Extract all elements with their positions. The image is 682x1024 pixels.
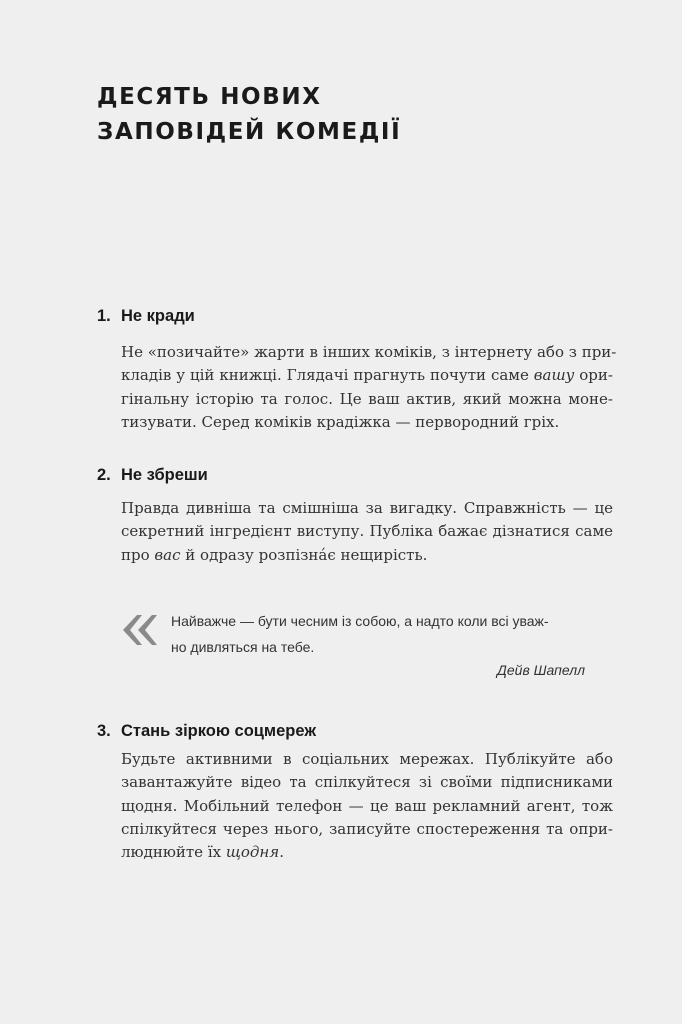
emphasis: вас	[154, 545, 181, 564]
section-number: 2.	[97, 466, 111, 484]
body-line: тизувати. Серед коміків крадіжка — первородний гріх.	[121, 412, 560, 431]
section-title: Стань зіркою соцмереж	[121, 722, 317, 740]
section-heading-1	[97, 304, 195, 328]
body-line: секретний інгредієнт виступу. Публіка бажає дізнатися саме	[121, 522, 613, 541]
body-line: Правда дивніша та смішніша за вигадку. Справжність — це	[121, 499, 613, 517]
section-body-2	[121, 497, 621, 567]
body-line: про вас й одразу розпізнáє нещирість.	[121, 545, 428, 564]
page-title-line-2: ЗАПОВІДЕЙ КОМЕДІЇ	[97, 119, 402, 145]
body-line: люднюйте їх щодня.	[121, 843, 285, 862]
page-title	[97, 80, 401, 150]
section-number: 3.	[97, 722, 111, 740]
body-line: завантажуйте відео та спілкуйтеся зі своїми підписниками	[121, 773, 613, 792]
body-line: щодня. Мобільний телефон — це ваш рекламний агент, тож	[121, 796, 613, 815]
body-line: гінальну історію та голос. Це ваш актив, який можна моне-	[121, 389, 613, 408]
quote-line: Найважче — бути чесним із собою, а надто коли всі уваж-	[171, 613, 549, 629]
section-body-1	[121, 341, 621, 434]
page-title-line-1: ДЕСЯТЬ НОВИХ	[97, 84, 322, 110]
quote-author: Дейв Шапелл	[497, 662, 585, 678]
body-line: Не «позичайте» жарти в інших коміків, з інтернету або з при-	[121, 343, 617, 361]
quote-line: но дивляться на тебе.	[171, 639, 315, 655]
emphasis: щодня	[225, 843, 280, 862]
section-heading-2	[97, 463, 208, 487]
section-number: 1.	[97, 307, 111, 325]
section-title: Не кради	[121, 307, 195, 325]
body-line: Будьте активними в соціальних мережах. Публікуйте або	[121, 750, 613, 768]
left-double-angle-quote-icon	[119, 613, 159, 647]
section-heading-3	[97, 719, 316, 743]
emphasis: вашу	[533, 366, 575, 385]
section-body-3	[121, 748, 621, 864]
section-title: Не збреши	[121, 466, 208, 484]
body-line: спілкуйтеся через нього, записуйте спостереження та опри-	[121, 819, 613, 838]
body-line: кладів у цій книжці. Глядачі прагнуть почути саме вашу ори-	[121, 366, 613, 385]
quote-text	[171, 608, 591, 660]
